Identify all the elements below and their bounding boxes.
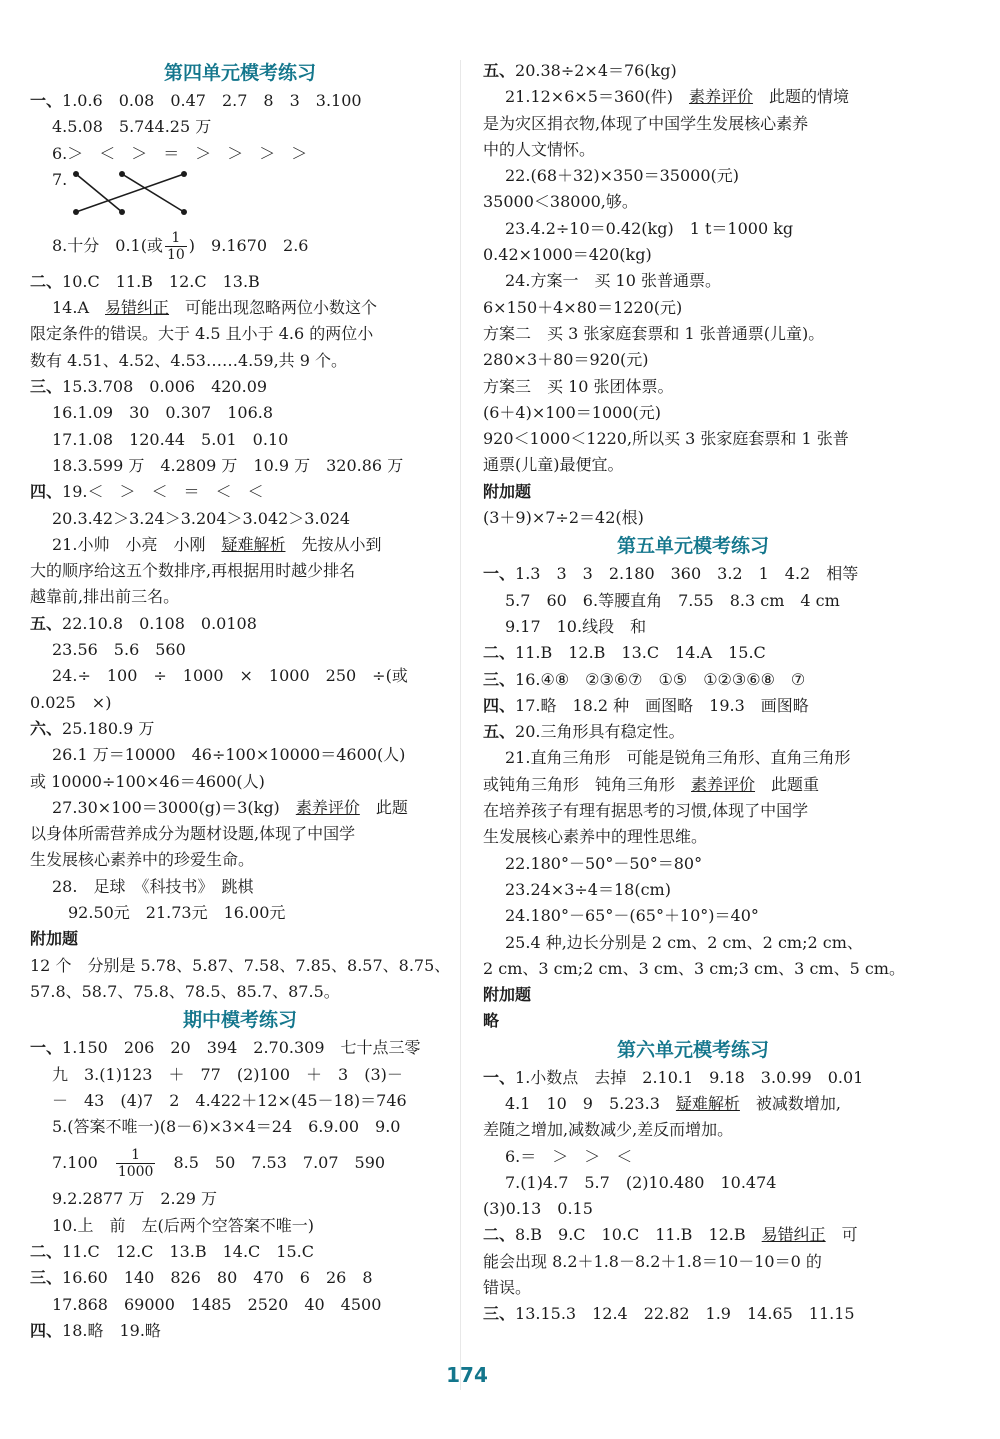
answer-text: 16.1.09 30 0.307 106.8 <box>52 403 274 423</box>
answer-text: 6.＞ ＜ ＞ ＝ ＞ ＞ ＞ ＞ <box>52 143 308 163</box>
answer-text: (3)0.13 0.15 <box>483 1199 593 1219</box>
answer-line <box>30 1292 450 1318</box>
answer-line <box>30 453 450 479</box>
answer-line <box>30 979 450 1005</box>
section-number: 一、 <box>30 1038 63 1058</box>
answer-text: 8.十分 0.1 <box>52 235 141 255</box>
answer-line <box>483 216 903 242</box>
answer-line <box>30 400 450 426</box>
answer-text: 22.10.8 0.108 0.0108 <box>62 613 257 633</box>
answer-text: 24.180°－65°－(65°＋10°)＝40° <box>505 906 759 926</box>
answer-text: 生发展核心素养中的珍爱生命。 <box>30 850 255 870</box>
connection-drawing <box>52 167 202 221</box>
answer-text: 10.上 前 左(后两个空答案不唯一) <box>52 1215 314 1235</box>
answer-text: 23.56 5.6 560 <box>52 640 186 660</box>
answer-line <box>30 1318 450 1344</box>
answer-text: 17.1.08 120.44 5.01 0.10 <box>52 429 289 449</box>
answer-line <box>483 588 903 614</box>
answer-text: 在培养孩子有理有据思考的习惯,体现了中国学 <box>483 801 809 821</box>
connect-dot <box>181 209 187 215</box>
answer-line <box>483 163 903 189</box>
bonus-heading: 附加题 <box>30 929 79 949</box>
section-number: 四、 <box>30 482 63 502</box>
answer-line <box>483 84 903 110</box>
answer-line <box>483 1117 903 1143</box>
answer-text: 27.30×100＝3000(g)＝3(kg) <box>52 797 296 817</box>
section-number: 三、 <box>483 1304 516 1324</box>
answer-text: (6＋4)×100＝1000(元) <box>483 402 661 422</box>
fraction-numerator: 1 <box>116 1147 156 1164</box>
connect-dot <box>181 171 187 177</box>
comment-tag: 素养评价 <box>689 87 754 107</box>
answer-line <box>30 427 450 453</box>
answer-line <box>30 663 450 689</box>
answer-text: － 43 (4)7 2 4.422＋12×(45－18)＝746 <box>52 1090 407 1110</box>
answer-text: 22.(68＋32)×350＝35000(元) <box>505 166 739 186</box>
right-column <box>483 58 903 1328</box>
section-number: 二、 <box>483 1225 516 1245</box>
fraction <box>165 230 187 263</box>
section-title: 期中模考练习 <box>182 1009 297 1032</box>
bonus-heading: 略 <box>483 1011 500 1031</box>
answer-line <box>30 1265 450 1291</box>
answer-line <box>483 1065 903 1091</box>
answer-line <box>483 1301 903 1327</box>
answer-line <box>483 772 903 798</box>
answer-line-fraction <box>30 1140 450 1186</box>
answer-line <box>483 667 903 693</box>
comment-tag: 素养评价 <box>295 797 360 817</box>
comment-text: 被减数增加, <box>739 1093 841 1113</box>
answer-text: 九 3.(1)123 ＋ 77 (2)100 ＋ 3 (3)－ <box>52 1064 403 1084</box>
section-number: 六、 <box>30 718 63 738</box>
answer-line <box>30 141 450 167</box>
answer-line <box>483 295 903 321</box>
fraction-numerator: 1 <box>165 230 187 247</box>
answer-text: 越靠前,排出前三名。 <box>30 587 180 607</box>
answer-text: 18.3.599 万 4.2809 万 10.9 万 320.86 万 <box>52 455 404 475</box>
answer-text: 25.4 种,边长分别是 2 cm、2 cm、2 cm;2 cm、 <box>505 932 863 952</box>
answer-line <box>483 321 903 347</box>
answer-text: 方案三 买 10 张团体票。 <box>483 376 674 396</box>
comment-tag: 易错纠正 <box>105 298 170 318</box>
answer-text: 24.方案一 买 10 张普通票。 <box>505 271 721 291</box>
fraction-denominator: 10 <box>166 246 185 263</box>
answer-line <box>30 479 450 505</box>
answer-text: 9.2.2877 万 2.29 万 <box>52 1189 218 1209</box>
answer-line <box>483 347 903 373</box>
answer-line <box>483 242 903 268</box>
answer-text: 23.4.2÷10＝0.42(kg) 1 t＝1000 kg <box>505 218 794 238</box>
answer-line <box>483 189 903 215</box>
answer-text: 数有 4.51、4.52、4.53……4.59,共 9 个。 <box>30 350 348 370</box>
answer-line <box>483 930 903 956</box>
comment-text: 先按从小到 <box>285 534 382 554</box>
answer-line <box>483 1222 903 1248</box>
answer-text: 21.12×6×5＝360(件) <box>505 87 690 107</box>
column-divider <box>460 60 461 1390</box>
answer-text: 0.025 ×) <box>30 692 112 712</box>
answer-text: 0.42×1000＝420(kg) <box>483 245 652 265</box>
answer-line <box>483 745 903 771</box>
answer-line <box>483 1249 903 1275</box>
answer-line <box>30 716 450 742</box>
answer-text: 26.1 万＝10000 46÷100×10000＝4600(人) <box>52 745 406 765</box>
section-number: 四、 <box>30 1320 63 1340</box>
connect-dot <box>73 209 79 215</box>
page-number: 174 <box>446 1363 488 1387</box>
answer-line <box>483 851 903 877</box>
answer-text: 28. 足球 《科技书》 跳棋 <box>52 876 254 896</box>
paren-open: (或 <box>140 235 163 255</box>
section-number: 二、 <box>483 643 516 663</box>
answer-line <box>483 719 903 745</box>
answer-text: 4.1 10 9 5.23.3 <box>505 1093 676 1113</box>
connect-dot <box>119 171 125 177</box>
answer-line <box>30 114 450 140</box>
answer-line <box>30 348 450 374</box>
answer-text: 12 个 分别是 5.78、5.87、7.58、7.85、8.57、8.75、 <box>30 955 451 975</box>
answer-text: 8.B 9.C 10.C 11.B 12.B <box>515 1225 762 1245</box>
answer-line <box>30 637 450 663</box>
section-number: 二、 <box>30 1241 63 1261</box>
answer-line <box>30 953 450 979</box>
answer-line <box>483 1275 903 1301</box>
answer-text: 9.1670 2.6 <box>195 235 309 255</box>
section-number: 五、 <box>30 613 63 633</box>
answer-text: 6.＝ ＞ ＞ ＜ <box>505 1146 633 1166</box>
answer-line <box>30 821 450 847</box>
answer-text: 1.3 3 3 2.180 360 3.2 1 4.2 相等 <box>515 564 859 584</box>
answer-text: 5.7 60 6.等腰直角 7.55 8.3 cm 4 cm <box>505 590 840 610</box>
answer-text: 差随之增加,减数减少,差反而增加。 <box>483 1120 734 1140</box>
answer-line <box>30 1239 450 1265</box>
answer-line <box>483 426 903 452</box>
answer-text: 13.15.3 12.4 22.82 1.9 14.65 11.15 <box>515 1304 855 1324</box>
answer-line <box>30 374 450 400</box>
left-column <box>30 58 450 1344</box>
answer-line <box>483 640 903 666</box>
answer-text: 23.24×3÷4＝18(cm) <box>505 879 671 899</box>
answer-line <box>483 58 903 84</box>
answer-text: 大的顺序给这五个数排序,再根据用时越少排名 <box>30 561 356 581</box>
answer-line <box>483 452 903 478</box>
answer-text: 生发展核心素养中的理性思维。 <box>483 827 708 847</box>
answer-text: 280×3＋80＝920(元) <box>483 350 649 370</box>
answer-line <box>30 269 450 295</box>
fraction-denominator: 1000 <box>117 1164 154 1181</box>
answer-text: 10.C 11.B 12.C 13.B <box>62 271 260 291</box>
answer-text: 6×150＋4×80＝1220(元) <box>483 297 683 317</box>
answer-line <box>483 903 903 929</box>
answer-line <box>30 295 450 321</box>
answer-text: 14.A <box>52 298 106 318</box>
answer-text: 1.150 206 20 394 2.70.309 七十点三零 <box>62 1038 421 1058</box>
bonus-heading: 附加题 <box>483 985 532 1005</box>
section-number: 五、 <box>483 61 516 80</box>
answer-line <box>30 321 450 347</box>
answer-line <box>483 1170 903 1196</box>
answer-text: 21.直角三角形 可能是锐角三角形、直角三角形 <box>505 748 851 768</box>
answer-text: 11.C 12.C 13.B 14.C 15.C <box>62 1241 314 1261</box>
answer-line <box>30 769 450 795</box>
answer-line <box>483 137 903 163</box>
answer-line <box>30 506 450 532</box>
connect-line <box>76 174 122 212</box>
fraction <box>116 1147 156 1180</box>
answer-line <box>30 611 450 637</box>
answer-text: 4.5.08 5.744.25 万 <box>52 117 212 137</box>
comment-text: 此题的情境 <box>753 87 850 107</box>
answer-text: 8.5 50 7.53 7.07 590 <box>157 1153 386 1173</box>
answer-text: 24.÷ 100 ÷ 1000 × 1000 250 ÷(或 <box>52 666 408 686</box>
answer-text: 16.④⑧ ②③⑥⑦ ①⑤ ①②③⑥⑧ ⑦ <box>515 669 806 689</box>
section-number: 一、 <box>483 1067 516 1087</box>
answer-line <box>30 795 450 821</box>
section-number: 五、 <box>483 722 516 742</box>
section-title: 第四单元模考练习 <box>163 62 316 84</box>
answer-line <box>30 1035 450 1061</box>
answer-text: 9.17 10.线段 和 <box>505 616 647 636</box>
comment-text: 此题重 <box>755 774 820 794</box>
question-number: 7. <box>52 169 68 189</box>
comment-tag: 易错纠正 <box>761 1225 826 1245</box>
connect-dot <box>119 209 125 215</box>
section-number: 三、 <box>483 669 516 689</box>
answer-text: 7.100 <box>52 1153 114 1173</box>
answer-text: 5.(答案不唯一)(8－6)×3×4＝24 6.9.00 9.0 <box>52 1117 401 1137</box>
answer-text: 920＜1000＜1220,所以买 3 张家庭套票和 1 张普 <box>483 429 849 449</box>
paren-close: ) <box>188 235 196 255</box>
answer-line <box>483 1144 903 1170</box>
answer-text: 57.8、58.7、75.8、78.5、85.7、87.5。 <box>30 981 340 1001</box>
answer-line <box>483 1196 903 1222</box>
comment-tag: 疑难解析 <box>675 1093 740 1113</box>
answer-text: 35000＜38000,够。 <box>483 192 638 212</box>
answer-line <box>483 693 903 719</box>
answer-text: 22.180°－50°－50°＝80° <box>505 853 703 873</box>
answer-line <box>30 690 450 716</box>
answer-line <box>30 847 450 873</box>
answer-text: 1.小数点 去掉 2.10.1 9.18 3.0.99 0.01 <box>515 1067 864 1087</box>
answer-text: 25.180.9 万 <box>62 718 155 738</box>
answer-text: 1.0.6 0.08 0.47 2.7 8 3 3.100 <box>62 91 362 110</box>
answer-text: (3＋9)×7÷2＝42(根) <box>483 508 644 528</box>
answer-line <box>483 956 903 982</box>
answer-text: 20.38÷2×4＝76(kg) <box>515 61 677 80</box>
answer-text: 20.三角形具有稳定性。 <box>515 722 685 742</box>
answer-text: 18.略 19.略 <box>62 1320 161 1340</box>
connect-dot <box>73 171 79 177</box>
answer-text: 7.(1)4.7 5.7 (2)10.480 10.474 <box>505 1172 777 1192</box>
answer-line <box>30 558 450 584</box>
comment-text: 可能出现忽略两位小数这个 <box>169 298 378 318</box>
answer-text: 能会出现 8.2＋1.8－8.2＋1.8＝10－10＝0 的 <box>483 1251 822 1271</box>
comment-tag: 素养评价 <box>691 774 756 794</box>
answer-line <box>483 877 903 903</box>
section-number: 四、 <box>483 695 516 715</box>
answer-text: 或钝角三角形 钝角三角形 <box>483 774 692 794</box>
section-number: 一、 <box>30 91 63 110</box>
answer-line-fraction <box>30 223 450 269</box>
section-title: 第六单元模考练习 <box>616 1038 769 1061</box>
answer-text: 中的人文情怀。 <box>483 139 596 159</box>
answer-line <box>483 561 903 587</box>
answer-line <box>483 824 903 850</box>
comment-tag: 疑难解析 <box>221 534 286 554</box>
answer-line <box>483 374 903 400</box>
answer-text: 15.3.708 0.006 420.09 <box>62 377 268 397</box>
answer-line <box>30 1114 450 1140</box>
answer-text: 是为灾区捐衣物,体现了中国学生发展核心素养 <box>483 113 809 133</box>
answer-line <box>30 88 450 114</box>
answer-line <box>30 1186 450 1212</box>
answer-text: 17.868 69000 1485 2520 40 4500 <box>52 1294 382 1314</box>
answer-line <box>30 874 450 900</box>
answer-line <box>30 532 450 558</box>
answer-text: 20.3.42＞3.24＞3.204＞3.042＞3.024 <box>52 508 351 528</box>
answer-text: 16.60 140 826 80 470 6 26 8 <box>62 1268 373 1288</box>
section-number: 二、 <box>30 271 63 291</box>
section-number: 三、 <box>30 1268 63 1288</box>
answer-line <box>483 798 903 824</box>
section-number: 三、 <box>30 377 63 397</box>
answer-line <box>30 1088 450 1114</box>
answer-text: 21.小帅 小亮 小刚 <box>52 534 222 554</box>
answer-text: 错误。 <box>483 1278 532 1298</box>
answer-text: 19.＜ ＞ ＜ ＝ ＜ ＜ <box>62 482 264 502</box>
section-title: 第五单元模考练习 <box>616 535 769 558</box>
answer-line <box>483 614 903 640</box>
answer-line <box>483 1091 903 1117</box>
comment-text: 此题 <box>359 797 408 817</box>
answer-line <box>30 584 450 610</box>
answer-text: 2 cm、3 cm;2 cm、3 cm、3 cm;3 cm、3 cm、5 cm。 <box>483 958 905 978</box>
answer-text: 92.50元 21.73元 16.00元 <box>68 903 286 923</box>
answer-line <box>30 742 450 768</box>
answer-line <box>30 1062 450 1088</box>
answer-text: 方案二 买 3 张家庭套票和 1 张普通票(儿童)。 <box>483 323 825 343</box>
answer-text: 或 10000÷100×46＝4600(人) <box>30 771 265 791</box>
matching-lines <box>30 167 450 223</box>
answer-text: 通票(儿童)最便宜。 <box>483 455 624 475</box>
answer-line <box>30 900 450 926</box>
answer-line <box>483 268 903 294</box>
answer-line <box>483 505 903 531</box>
answer-text: 限定条件的错误。大于 4.5 且小于 4.6 的两位小 <box>30 324 374 344</box>
answer-text: 11.B 12.B 13.C 14.A 15.C <box>515 643 766 663</box>
comment-text: 可 <box>825 1225 858 1245</box>
answer-text: 17.略 18.2 种 画图略 19.3 画图略 <box>515 695 809 715</box>
answer-line <box>483 400 903 426</box>
answer-line <box>483 111 903 137</box>
answer-text: 以身体所需营养成分为题材设题,体现了中国学 <box>30 824 356 844</box>
bonus-heading: 附加题 <box>483 481 532 501</box>
section-number: 一、 <box>483 564 516 584</box>
answer-line <box>30 1213 450 1239</box>
